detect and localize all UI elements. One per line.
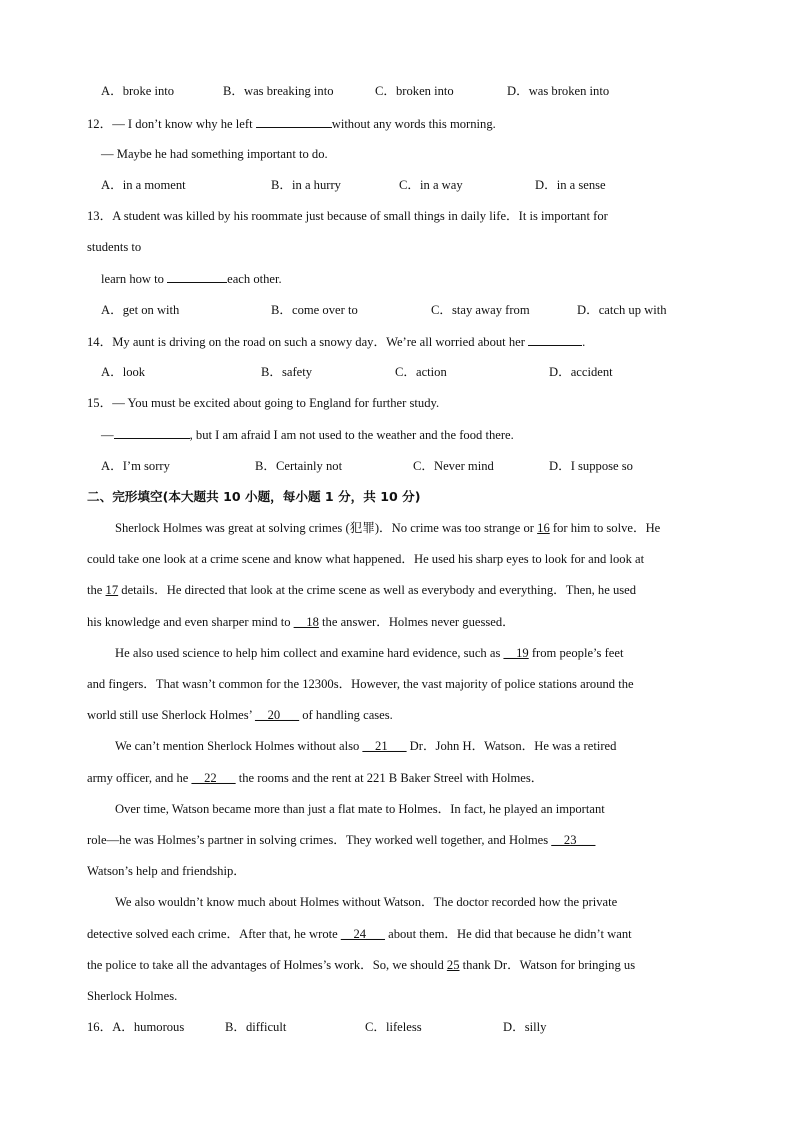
- q14-option-b: B．safety: [261, 365, 313, 379]
- passage-text: his knowledge and even sharper mind to: [87, 615, 294, 629]
- q12-option-d: D．in a sense: [535, 178, 606, 192]
- passage-text: Dr．John H．Watson．He was a retired: [406, 739, 617, 753]
- q12-option-c: C．in a way: [399, 178, 463, 192]
- q15-stem: 15．— You must be excited about going to England for further study.: [87, 396, 440, 410]
- passage-text: of handling cases.: [299, 708, 393, 722]
- q16-option-c: C．lifeless: [365, 1020, 422, 1034]
- cloze-blank-17: 17: [105, 583, 119, 597]
- passage-text: the: [87, 583, 106, 597]
- q15-reply-text: , but I am afraid I am not used to the weather and the food there.: [189, 428, 514, 442]
- q14-blank: [528, 333, 582, 346]
- q12-stem-text: 12．— I don’t know why he left: [87, 117, 256, 131]
- q12-reply: — Maybe he had something important to do.: [101, 147, 328, 161]
- q15-option-b: B．Certainly not: [255, 459, 343, 473]
- q16-option-d: D．silly: [503, 1020, 547, 1034]
- q11-option-a: A．broke into: [101, 84, 175, 98]
- q12-option-a: A．in a moment: [101, 178, 186, 192]
- passage-text: We can’t mention Sherlock Holmes without also: [115, 739, 363, 753]
- q13-stem-line3: [101, 270, 282, 287]
- section-heading-cloze: 二、完形填空(本大题共 10 小题，每小题 1 分，共 10 分): [87, 489, 421, 504]
- passage-line: [115, 645, 623, 661]
- q13-stem-text-end: each other.: [227, 272, 282, 286]
- q13-option-c: C．stay away from: [431, 303, 530, 317]
- q12-blank: [256, 115, 332, 128]
- passage-text: the rooms and the rent at 221 B Baker Streel with Holmes．: [235, 771, 544, 785]
- passage-line: [87, 707, 393, 723]
- q15-blank: [114, 426, 190, 439]
- q14-stem-text-end: .: [582, 335, 586, 349]
- q13-stem-line1: 13．A student was killed by his roommate just because of small things in daily life．It is important for: [87, 209, 608, 223]
- passage-line: [87, 582, 636, 598]
- passage-line: [87, 832, 595, 848]
- q13-option-b: B．come over to: [271, 303, 358, 317]
- passage-text: Sherlock Holmes was great at solving crimes (犯罪)．No crime was too strange or: [115, 521, 538, 535]
- passage-text: world still use Sherlock Holmes’: [87, 708, 256, 722]
- cloze-blank-21: __21___: [362, 739, 407, 753]
- q13-stem-text: learn how to: [101, 272, 168, 286]
- passage-line: [115, 738, 616, 754]
- passage-text: about them．He did that because he didn’t want: [384, 927, 632, 941]
- passage-text: from people’s feet: [528, 646, 624, 660]
- q12-option-b: B．in a hurry: [271, 178, 341, 192]
- cloze-blank-16: 16: [537, 521, 550, 535]
- cloze-blank-20: __20___: [255, 708, 300, 722]
- passage-line: could take one look at a crime scene and know what happened．He used his sharp eyes to look for and look at: [87, 552, 645, 566]
- passage-line: Sherlock Holmes.: [87, 989, 178, 1003]
- passage-line: [87, 770, 543, 786]
- cloze-blank-19: __19: [503, 646, 529, 660]
- passage-line: [87, 957, 635, 973]
- q16-option-a: 16．A．humorous: [87, 1020, 185, 1034]
- passage-text: for him to solve．He: [549, 521, 661, 535]
- q14-option-c: C．action: [395, 365, 447, 379]
- q14-stem: [87, 333, 585, 350]
- q12-stem: [87, 115, 496, 132]
- passage-text: thank Dr．Watson for bringing us: [459, 958, 636, 972]
- passage-line: We also wouldn’t know much about Holmes without Watson．The doctor recorded how the private: [115, 895, 618, 909]
- q13-stem-line2: students to: [87, 240, 142, 254]
- q11-option-b: B．was breaking into: [223, 84, 334, 98]
- q13-blank: [167, 270, 227, 283]
- q15-reply: [101, 426, 514, 443]
- cloze-blank-18: __18: [293, 615, 319, 629]
- q12-stem-text-end: without any words this morning.: [331, 117, 496, 131]
- passage-line: and fingers．That wasn’t common for the 12300s．However, the vast majority of police stations around the: [87, 677, 634, 691]
- cloze-blank-22: __22___: [191, 771, 236, 785]
- q13-option-d: D．catch up with: [577, 303, 667, 317]
- q14-option-d: D．accident: [549, 365, 613, 379]
- q15-option-c: C．Never mind: [413, 459, 494, 473]
- q15-option-d: D．I suppose so: [549, 459, 633, 473]
- q15-option-a: A．I’m sorry: [101, 459, 170, 473]
- q16-option-b: B．difficult: [225, 1020, 287, 1034]
- passage-text: the answer．Holmes never guessed．: [318, 615, 515, 629]
- q11-option-c: C．broken into: [375, 84, 454, 98]
- passage-text: details．He directed that look at the crime scene as well as everybody and everything．Then, he used: [118, 583, 637, 597]
- cloze-blank-23: __23___: [551, 833, 596, 847]
- q13-option-a: A．get on with: [101, 303, 180, 317]
- cloze-blank-25: 25: [446, 958, 460, 972]
- passage-line: Over time, Watson became more than just a flat mate to Holmes．In fact, he played an important: [115, 802, 605, 816]
- passage-text: role—he was Holmes’s partner in solving crimes．They worked well together, and Holmes: [87, 833, 552, 847]
- q14-option-a: A．look: [101, 365, 146, 379]
- passage-text: detective solved each crime．After that, he wrote: [87, 927, 341, 941]
- cloze-blank-24: __24___: [340, 927, 385, 941]
- passage-line: [87, 926, 632, 942]
- passage-line: Watson’s help and friendship．: [87, 864, 246, 878]
- q15-reply-dash: —: [101, 428, 114, 442]
- passage-line: [115, 520, 660, 536]
- passage-text: He also used science to help him collect and examine hard evidence, such as: [115, 646, 504, 660]
- q11-option-d: D．was broken into: [507, 84, 610, 98]
- passage-line: [87, 614, 515, 630]
- passage-text: the police to take all the advantages of Holmes’s work．So, we should: [87, 958, 447, 972]
- passage-text: army officer, and he: [87, 771, 192, 785]
- q14-stem-text: 14．My aunt is driving on the road on such a snowy day．We’re all worried about her: [87, 335, 529, 349]
